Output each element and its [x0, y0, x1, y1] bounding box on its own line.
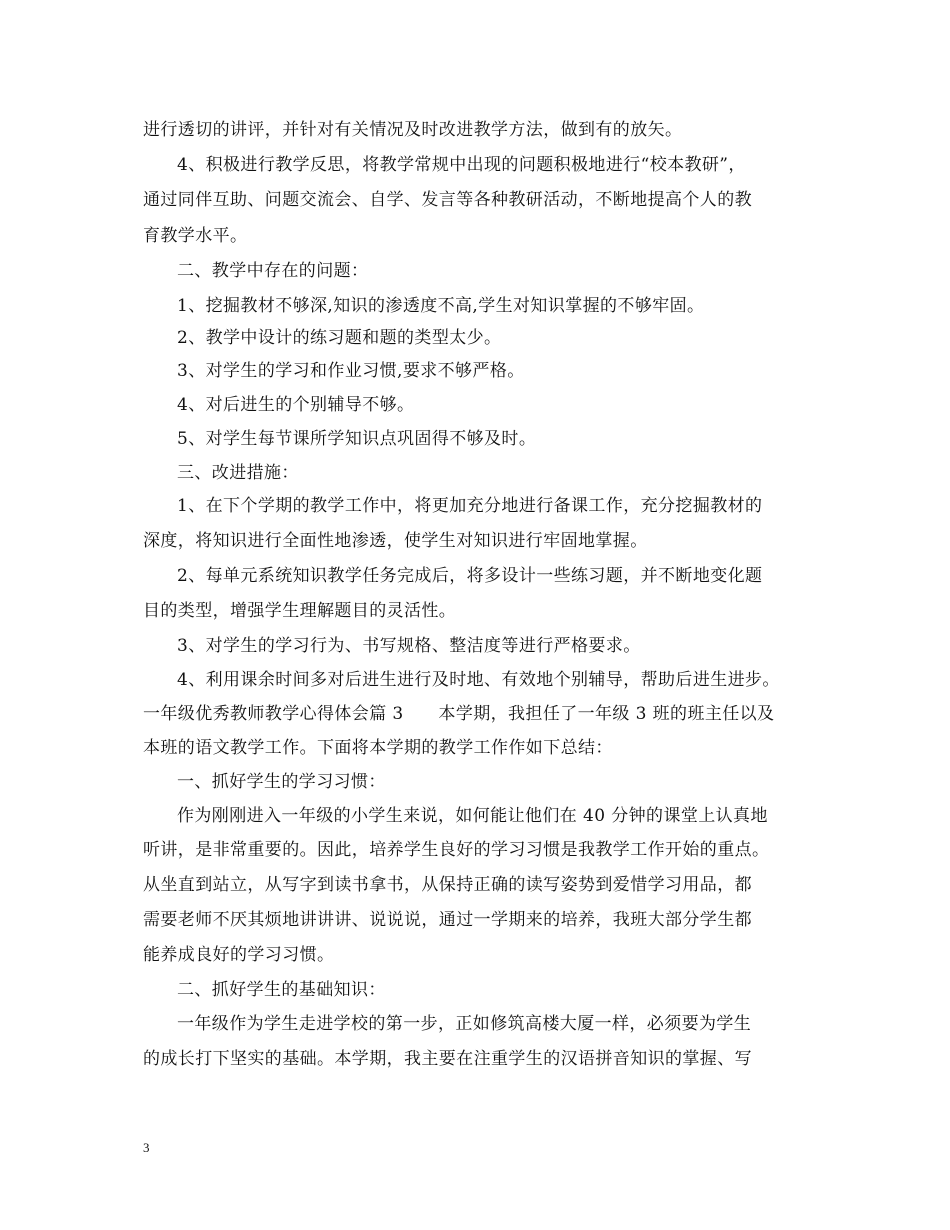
section-heading: 三、改进措施： [177, 463, 299, 483]
text-line: 2、每单元系统知识教学任务完成后，将多设计一些练习题，并不断地变化题 [177, 566, 763, 586]
text-line: 一年级作为学生走进学校的第一步，正如修筑高楼大厦一样，必须要为学生 [177, 1014, 752, 1034]
text-line: 育教学水平。 [143, 226, 248, 246]
text-line: 1、在下个学期的教学工作中，将更加充分地进行备课工作，充分挖掘教材的 [177, 496, 763, 516]
text-line: 的成长打下坚实的基础。本学期，我主要在注重学生的汉语拼音知识的掌握、写 [143, 1049, 752, 1069]
text-line: 4、对后进生的个别辅导不够。 [177, 395, 415, 415]
section-heading: 二、教学中存在的问题： [177, 261, 369, 281]
page-number: 3 [143, 1140, 150, 1155]
text-line: 1、挖掘教材不够深,知识的渗透度不高,学生对知识掌握的不够牢固。 [177, 296, 705, 316]
text-line: 通过同伴互助、问题交流会、自学、发言等各种教研活动，不断地提高个人的教 [143, 190, 752, 210]
text-line: 能养成良好的学习习惯。 [143, 945, 335, 965]
text-line: 听讲，是非常重要的。因此，培养学生良好的学习习惯是我教学工作开始的重点。 [143, 840, 770, 860]
text-line: 需要老师不厌其烦地讲讲讲、说说说，通过一学期来的培养，我班大部分学生都 [143, 910, 752, 930]
text-line: 4、利用课余时间多对后进生进行及时地、有效地个别辅导，帮助后进生进步。 [177, 670, 780, 690]
text-line: 4、积极进行教学反思，将教学常规中出现的问题积极地进行“校本教研”， [177, 155, 746, 175]
text-line: 3、对学生的学习行为、书写规格、整洁度等进行严格要求。 [177, 636, 641, 656]
text-line: 3、对学生的学习和作业习惯,要求不够严格。 [177, 361, 525, 381]
text-line: 本班的语文教学工作。下面将本学期的教学工作作如下总结： [143, 738, 613, 758]
text-line: 作为刚刚进入一年级的小学生来说，如何能让他们在 40 分钟的课堂上认真地 [177, 806, 768, 826]
text-line: 进行透切的讲评，并针对有关情况及时改进教学方法，做到有的放矢。 [143, 120, 683, 140]
text-line: 一年级优秀教师教学心得体会篇 3 本学期，我担任了一年级 3 班的班主任以及 [143, 704, 775, 724]
section-heading: 一、抓好学生的学习习惯： [177, 772, 386, 792]
text-line: 5、对学生每节课所学知识点巩固得不够及时。 [177, 429, 537, 449]
text-line: 2、教学中设计的练习题和题的类型太少。 [177, 328, 502, 348]
text-line: 深度，将知识进行全面性地渗透，使学生对知识进行牢固地掌握。 [143, 531, 648, 551]
text-line: 目的类型，增强学生理解题目的灵活性。 [143, 601, 457, 621]
text-line: 从坐直到站立，从写字到读书拿书，从保持正确的读写姿势到爱惜学习用品，都 [143, 875, 752, 895]
section-heading: 二、抓好学生的基础知识： [177, 980, 386, 1000]
